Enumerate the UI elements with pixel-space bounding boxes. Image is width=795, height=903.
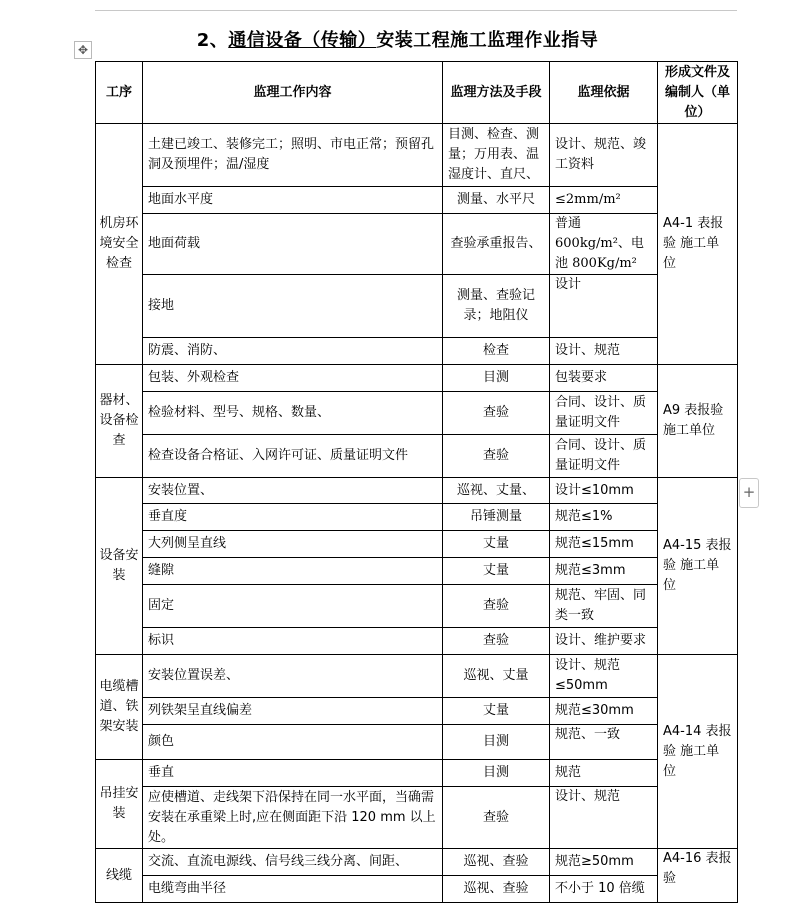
- add-row-button[interactable]: +: [739, 478, 759, 508]
- method-cell: 吊锤测量: [443, 504, 550, 531]
- basis-cell: 设计≤10mm: [550, 478, 658, 504]
- header-stage: 工序: [96, 62, 143, 124]
- basis-cell: 规范≤3mm: [550, 558, 658, 585]
- method-cell: 查验: [443, 392, 550, 435]
- header-doc: 形成文件及编制人（单位）: [658, 62, 738, 124]
- method-cell: 目测: [443, 760, 550, 787]
- content-cell: 交流、直流电源线、信号线三线分离、间距、: [143, 849, 443, 876]
- content-cell: 标识: [143, 628, 443, 655]
- table-row: [96, 787, 738, 849]
- method-cell: 丈量: [443, 558, 550, 585]
- content-cell: 垂直度: [143, 504, 443, 531]
- content-cell: 检验材料、型号、规格、数量、: [143, 392, 443, 435]
- stage-cell: 器材、设备检查: [96, 365, 143, 478]
- content-cell: 包装、外观检查: [143, 365, 443, 392]
- basis-cell: 规范≤30mm: [550, 698, 658, 725]
- table-row: [96, 365, 738, 392]
- table-row: [96, 187, 738, 214]
- table-row: [96, 478, 738, 504]
- table-row: [96, 275, 738, 338]
- doc-cell: A4-15 表报验 施工单位: [658, 478, 738, 655]
- method-cell: 巡视、丈量、: [443, 478, 550, 504]
- method-cell: 巡视、丈量: [443, 655, 550, 698]
- table-row: [96, 531, 738, 558]
- basis-cell: 设计、规范: [550, 787, 658, 849]
- table-row: [96, 435, 738, 478]
- basis-cell: 合同、设计、质量证明文件: [550, 435, 658, 478]
- table-header: [96, 62, 738, 124]
- method-cell: 目测: [443, 365, 550, 392]
- basis-cell: 设计、规范≤50mm: [550, 655, 658, 698]
- method-cell: 查验: [443, 585, 550, 628]
- basis-cell: ≤2mm/m²: [550, 187, 658, 214]
- stage-cell: 电缆槽道、铁架安装: [96, 655, 143, 760]
- method-cell: 丈量: [443, 698, 550, 725]
- method-cell: 查验: [443, 787, 550, 849]
- table-row: [96, 655, 738, 698]
- method-cell: 丈量: [443, 531, 550, 558]
- page-title: 2、通信设备（传输）安装工程施工监理作业指导: [196, 30, 599, 51]
- page-top-border: [95, 0, 737, 11]
- content-cell: 接地: [143, 275, 443, 338]
- basis-cell: 规范≥50mm: [550, 849, 658, 876]
- method-cell: 检查: [443, 338, 550, 365]
- table-row: [96, 558, 738, 585]
- content-cell: 地面荷载: [143, 214, 443, 275]
- table-row: [96, 214, 738, 275]
- stage-cell: 吊挂安装: [96, 760, 143, 849]
- method-cell: 目测、检查、测量；万用表、温湿度计、直尺、: [443, 124, 550, 187]
- content-cell: 安装位置误差、: [143, 655, 443, 698]
- table-row: [96, 760, 738, 787]
- doc-cell: A4-1 表报验 施工单位: [658, 124, 738, 365]
- method-cell: 测量、水平尺: [443, 187, 550, 214]
- header-content: 监理工作内容: [143, 62, 443, 124]
- doc-cell: A9 表报验 施工单位: [658, 365, 738, 478]
- content-cell: 检查设备合格证、入网许可证、质量证明文件: [143, 435, 443, 478]
- header-basis: 监理依据: [550, 62, 658, 124]
- method-cell: 查验: [443, 628, 550, 655]
- basis-cell: 规范、牢固、同类一致: [550, 585, 658, 628]
- header-method: 监理方法及手段: [443, 62, 550, 124]
- table-row: [96, 876, 738, 903]
- basis-cell: 设计、维护要求: [550, 628, 658, 655]
- method-cell: 巡视、查验: [443, 849, 550, 876]
- basis-cell: 设计、规范、竣工资料: [550, 124, 658, 187]
- doc-cell: A4-14 表报验 施工单位: [658, 655, 738, 849]
- basis-cell: 规范≤15mm: [550, 531, 658, 558]
- content-cell: 列铁架呈直线偏差: [143, 698, 443, 725]
- content-cell: 应使槽道、走线架下沿保持在同一水平面，当确需安装在承重梁上时,应在侧面距下沿 120 mm 以上处。: [143, 787, 443, 849]
- table-row: [96, 338, 738, 365]
- table-row: [96, 504, 738, 531]
- content-cell: 防震、消防、: [143, 338, 443, 365]
- content-cell: 垂直: [143, 760, 443, 787]
- basis-cell: 设计: [550, 275, 658, 338]
- basis-cell: 合同、设计、质量证明文件: [550, 392, 658, 435]
- content-cell: 缝隙: [143, 558, 443, 585]
- content-cell: 颜色: [143, 725, 443, 760]
- basis-cell: 设计、规范: [550, 338, 658, 365]
- table-row: [96, 698, 738, 725]
- doc-cell: A4-16 表报验: [658, 849, 738, 903]
- stage-cell: 线缆: [96, 849, 143, 903]
- method-cell: 测量、查验记录；地阻仪: [443, 275, 550, 338]
- content-cell: 电缆弯曲半径: [143, 876, 443, 903]
- basis-cell: 普通 600kg/m²、电池 800Kg/m²: [550, 214, 658, 275]
- table-move-icon[interactable]: ✥: [74, 41, 92, 59]
- method-cell: 查验: [443, 435, 550, 478]
- content-cell: 固定: [143, 585, 443, 628]
- table-row: [96, 585, 738, 628]
- supervision-table: [95, 61, 738, 903]
- content-cell: 土建已竣工、装修完工；照明、市电正常；预留孔洞及预埋件；温/湿度: [143, 124, 443, 187]
- table-row: [96, 124, 738, 187]
- stage-cell: 机房环境安全检查: [96, 124, 143, 365]
- content-cell: 大列侧呈直线: [143, 531, 443, 558]
- basis-cell: 包装要求: [550, 365, 658, 392]
- basis-cell: 不小于 10 倍缆: [550, 876, 658, 903]
- content-cell: 安装位置、: [143, 478, 443, 504]
- table-row: [96, 725, 738, 760]
- basis-cell: 规范: [550, 760, 658, 787]
- method-cell: 巡视、查验: [443, 876, 550, 903]
- basis-cell: 规范、一致: [550, 725, 658, 760]
- table-row: [96, 392, 738, 435]
- method-cell: 目测: [443, 725, 550, 760]
- basis-cell: 规范≤1%: [550, 504, 658, 531]
- stage-cell: 设备安装: [96, 478, 143, 655]
- table-row: [96, 628, 738, 655]
- method-cell: 查验承重报告、: [443, 214, 550, 275]
- table-row: [96, 849, 738, 876]
- content-cell: 地面水平度: [143, 187, 443, 214]
